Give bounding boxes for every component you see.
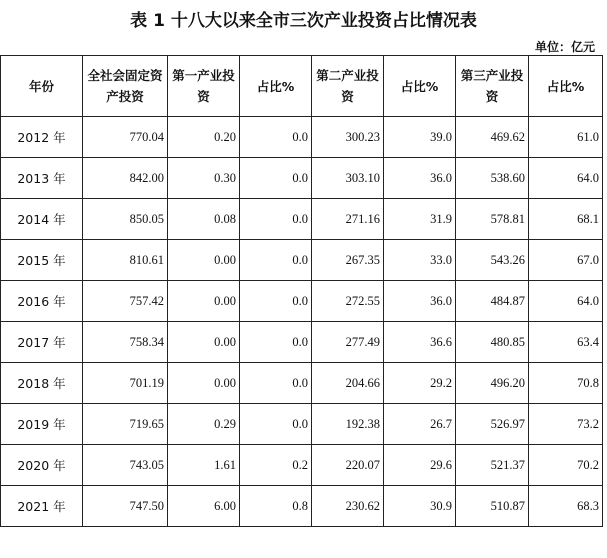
table-title: 表 1 十八大以来全市三次产业投资占比情况表 — [130, 11, 477, 31]
cell-tertiary-investment: 521.37 — [456, 445, 529, 486]
cell-year: 2013 年 — [1, 158, 83, 199]
cell-secondary-share: 29.6 — [384, 445, 456, 486]
cell-tertiary-investment: 578.81 — [456, 199, 529, 240]
cell-total-investment: 757.42 — [83, 281, 168, 322]
cell-total-investment: 810.61 — [83, 240, 168, 281]
cell-total-investment: 758.34 — [83, 322, 168, 363]
cell-tertiary-share: 64.0 — [529, 281, 603, 322]
table-row — [1, 486, 603, 527]
cell-tertiary-share: 67.0 — [529, 240, 603, 281]
cell-secondary-investment: 271.16 — [312, 199, 384, 240]
cell-primary-investment: 6.00 — [168, 486, 240, 527]
cell-total-investment: 747.50 — [83, 486, 168, 527]
cell-tertiary-investment: 543.26 — [456, 240, 529, 281]
investment-table — [0, 55, 603, 527]
header-tertiary-share: 占比% — [529, 56, 603, 117]
cell-year: 2015 年 — [1, 240, 83, 281]
cell-secondary-investment: 192.38 — [312, 404, 384, 445]
cell-year: 2020 年 — [1, 445, 83, 486]
cell-tertiary-share: 68.1 — [529, 199, 603, 240]
cell-secondary-investment: 230.62 — [312, 486, 384, 527]
cell-secondary-share: 36.0 — [384, 158, 456, 199]
table-row — [1, 281, 603, 322]
cell-secondary-share: 29.2 — [384, 363, 456, 404]
cell-secondary-share: 33.0 — [384, 240, 456, 281]
cell-primary-investment: 0.00 — [168, 322, 240, 363]
cell-total-investment: 701.19 — [83, 363, 168, 404]
cell-primary-investment: 0.08 — [168, 199, 240, 240]
cell-secondary-investment: 267.35 — [312, 240, 384, 281]
table-row — [1, 240, 603, 281]
cell-secondary-investment: 300.23 — [312, 117, 384, 158]
cell-total-investment: 842.00 — [83, 158, 168, 199]
cell-tertiary-share: 63.4 — [529, 322, 603, 363]
table-row — [1, 117, 603, 158]
cell-year: 2012 年 — [1, 117, 83, 158]
cell-primary-share: 0.2 — [240, 445, 312, 486]
table-row — [1, 199, 603, 240]
unit-label: 单位：亿元 — [534, 40, 595, 54]
cell-secondary-share: 39.0 — [384, 117, 456, 158]
cell-secondary-share: 30.9 — [384, 486, 456, 527]
table-row — [1, 404, 603, 445]
cell-primary-investment: 0.00 — [168, 281, 240, 322]
cell-primary-share: 0.0 — [240, 158, 312, 199]
cell-secondary-share: 26.7 — [384, 404, 456, 445]
table-row — [1, 445, 603, 486]
cell-year: 2018 年 — [1, 363, 83, 404]
cell-tertiary-investment: 469.62 — [456, 117, 529, 158]
cell-tertiary-share: 70.8 — [529, 363, 603, 404]
cell-primary-share: 0.0 — [240, 322, 312, 363]
cell-year: 2014 年 — [1, 199, 83, 240]
cell-year: 2016 年 — [1, 281, 83, 322]
cell-year: 2021 年 — [1, 486, 83, 527]
cell-secondary-investment: 277.49 — [312, 322, 384, 363]
cell-primary-investment: 0.29 — [168, 404, 240, 445]
cell-tertiary-share: 64.0 — [529, 158, 603, 199]
cell-total-investment: 743.05 — [83, 445, 168, 486]
cell-secondary-investment: 220.07 — [312, 445, 384, 486]
cell-secondary-investment: 272.55 — [312, 281, 384, 322]
cell-tertiary-investment: 510.87 — [456, 486, 529, 527]
cell-tertiary-investment: 480.85 — [456, 322, 529, 363]
cell-primary-share: 0.0 — [240, 240, 312, 281]
cell-secondary-investment: 303.10 — [312, 158, 384, 199]
cell-tertiary-share: 70.2 — [529, 445, 603, 486]
header-secondary-investment: 第二产业投资 — [312, 56, 384, 117]
cell-tertiary-investment: 484.87 — [456, 281, 529, 322]
table-row — [1, 158, 603, 199]
cell-total-investment: 770.04 — [83, 117, 168, 158]
cell-secondary-share: 36.0 — [384, 281, 456, 322]
cell-secondary-investment: 204.66 — [312, 363, 384, 404]
cell-primary-share: 0.8 — [240, 486, 312, 527]
cell-tertiary-share: 68.3 — [529, 486, 603, 527]
header-row — [1, 56, 603, 117]
cell-primary-investment: 0.00 — [168, 240, 240, 281]
cell-primary-share: 0.0 — [240, 199, 312, 240]
cell-primary-investment: 0.00 — [168, 363, 240, 404]
cell-primary-share: 0.0 — [240, 117, 312, 158]
header-year: 年份 — [1, 56, 83, 117]
cell-tertiary-investment: 496.20 — [456, 363, 529, 404]
header-primary-investment: 第一产业投资 — [168, 56, 240, 117]
table-row — [1, 322, 603, 363]
cell-tertiary-investment: 538.60 — [456, 158, 529, 199]
cell-year: 2019 年 — [1, 404, 83, 445]
header-tertiary-investment: 第三产业投资 — [456, 56, 529, 117]
cell-tertiary-share: 73.2 — [529, 404, 603, 445]
cell-year: 2017 年 — [1, 322, 83, 363]
cell-secondary-share: 31.9 — [384, 199, 456, 240]
cell-total-investment: 850.05 — [83, 199, 168, 240]
table-row — [1, 363, 603, 404]
cell-primary-share: 0.0 — [240, 363, 312, 404]
cell-primary-share: 0.0 — [240, 404, 312, 445]
cell-tertiary-share: 61.0 — [529, 117, 603, 158]
header-secondary-share: 占比% — [384, 56, 456, 117]
cell-tertiary-investment: 526.97 — [456, 404, 529, 445]
cell-primary-share: 0.0 — [240, 281, 312, 322]
header-primary-share: 占比% — [240, 56, 312, 117]
cell-secondary-share: 36.6 — [384, 322, 456, 363]
cell-primary-investment: 1.61 — [168, 445, 240, 486]
cell-primary-investment: 0.20 — [168, 117, 240, 158]
cell-total-investment: 719.65 — [83, 404, 168, 445]
cell-primary-investment: 0.30 — [168, 158, 240, 199]
header-total-investment: 全社会固定资产投资 — [83, 56, 168, 117]
